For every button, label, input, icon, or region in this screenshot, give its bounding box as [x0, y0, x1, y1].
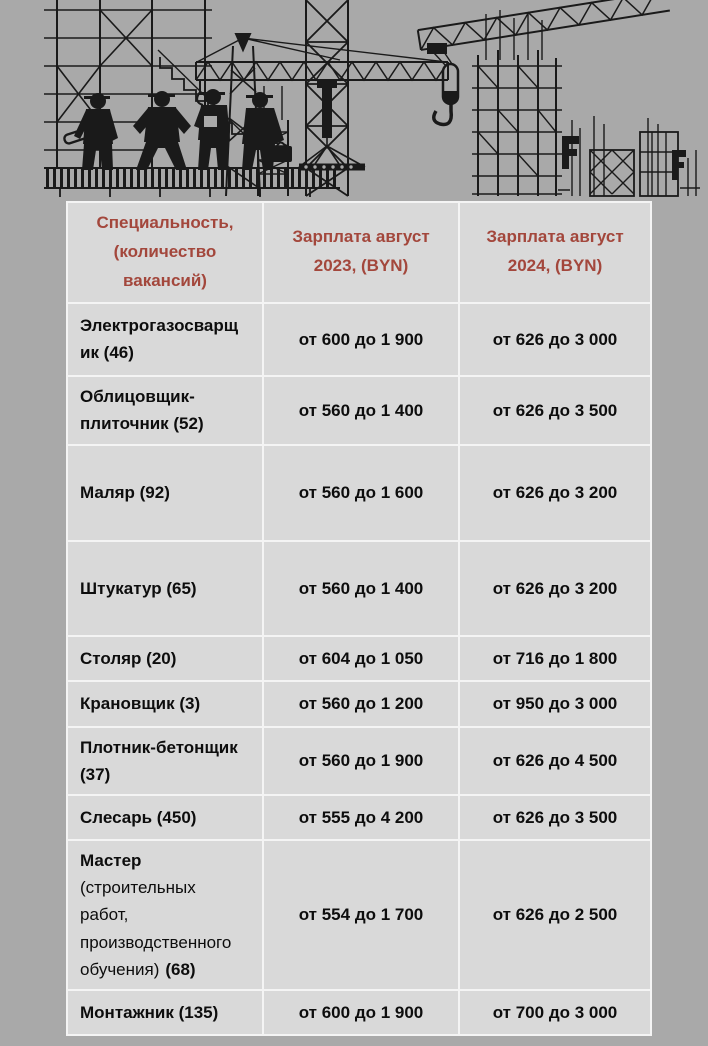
specialty-name: Мастер [80, 851, 142, 871]
salary-2023-cell: от 600 до 1 900 [264, 304, 458, 375]
salary-2024-cell: от 626 до 3 500 [460, 796, 650, 839]
salary-2023-cell: от 560 до 1 600 [264, 446, 458, 540]
salary-2024-cell: от 626 до 3 500 [460, 377, 650, 444]
platform-icon [44, 168, 340, 197]
specialty-cell: Монтажник (135) [68, 991, 262, 1034]
top-boom-icon [418, 0, 670, 50]
specialty-cell: Маляр (92) [68, 446, 262, 540]
scaffold-tower-right-icon [472, 10, 562, 196]
salary-2024-cell: от 626 до 2 500 [460, 841, 650, 989]
specialty-cell: Облицовщик-плиточник (52) [68, 377, 262, 444]
salary-2024-cell: от 950 до 3 000 [460, 682, 650, 726]
salary-2024-cell: от 626 до 3 000 [460, 304, 650, 375]
salary-table [66, 201, 652, 1036]
salary-2023-cell: от 600 до 1 900 [264, 991, 458, 1034]
header-salary-2023: Зарплата август 2023, (BYN) [264, 203, 458, 302]
specialty-cell: Штукатур (65) [68, 542, 262, 635]
specialty-cell: Плотник-бетонщик (37) [68, 728, 262, 794]
salary-2023-cell: от 555 до 4 200 [264, 796, 458, 839]
salary-2023-cell: от 560 до 1 900 [264, 728, 458, 794]
salary-2024-cell: от 626 до 4 500 [460, 728, 650, 794]
construction-illustration [0, 0, 708, 200]
specialty-cell: Электрогазосварщик (46) [68, 304, 262, 375]
salary-2024-cell: от 700 до 3 000 [460, 991, 650, 1034]
salary-2024-cell: от 716 до 1 800 [460, 637, 650, 680]
salary-2024-cell: от 626 до 3 200 [460, 446, 650, 540]
specialty-cell: Слесарь (450) [68, 796, 262, 839]
specialty-detail: (строительных работ, производственного обучения) [80, 878, 232, 979]
salary-2023-cell: от 560 до 1 400 [264, 377, 458, 444]
header-specialty: Специальность, (количество вакансий) [68, 203, 262, 302]
specialty-cell [68, 841, 262, 989]
specialty-cell: Столяр (20) [68, 637, 262, 680]
salary-2024-cell: от 626 до 3 200 [460, 542, 650, 635]
salary-2023-cell: от 604 до 1 050 [264, 637, 458, 680]
specialty-cell: Крановщик (3) [68, 682, 262, 726]
header-salary-2024: Зарплата август 2024, (BYN) [460, 203, 650, 302]
vacancy-count: (68) [165, 959, 196, 979]
buildings-right-icon [558, 116, 700, 196]
specialty-text [80, 847, 248, 983]
salary-2023-cell: от 560 до 1 200 [264, 682, 458, 726]
salary-2023-cell: от 560 до 1 400 [264, 542, 458, 635]
crane-hook-icon [428, 44, 458, 124]
salary-2023-cell: от 554 до 1 700 [264, 841, 458, 989]
